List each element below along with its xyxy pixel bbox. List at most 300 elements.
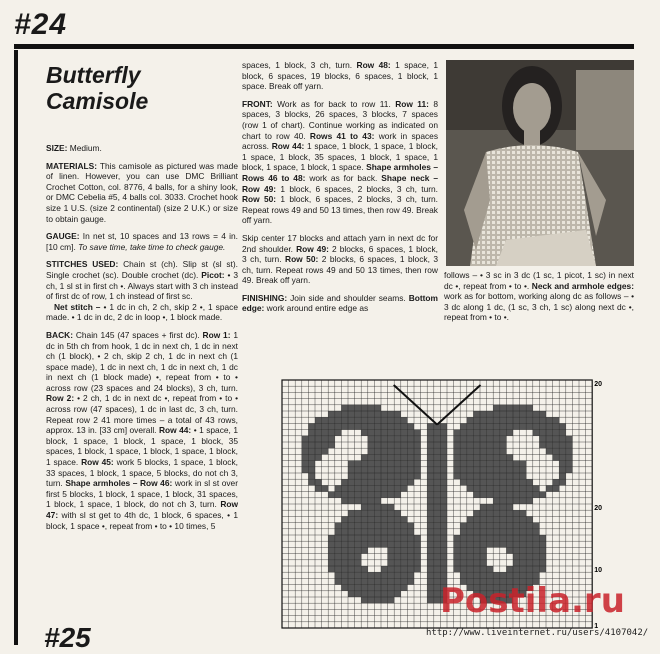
chart-filled-cell: [454, 454, 461, 460]
chart-filled-cell: [427, 423, 434, 429]
chart-filled-cell: [427, 566, 434, 572]
chart-filled-cell: [526, 523, 533, 529]
chart-filled-cell: [533, 492, 540, 498]
chart-filled-cell: [506, 485, 513, 491]
chart-filled-cell: [480, 529, 487, 535]
chart-filled-cell: [487, 479, 494, 485]
chart-filled-cell: [328, 430, 335, 436]
chart-filled-cell: [374, 510, 381, 516]
chart-filled-cell: [434, 535, 441, 541]
chart-filled-cell: [473, 473, 480, 479]
chart-filled-cell: [460, 423, 467, 429]
chart-filled-cell: [500, 448, 507, 454]
chart-filled-cell: [467, 560, 474, 566]
front-armholes-text: work as for back.: [309, 172, 378, 183]
row50b-label: Row 50:: [285, 254, 319, 265]
chart-filled-cell: [355, 554, 362, 560]
chart-filled-cell: [520, 417, 527, 423]
chart-filled-cell: [361, 430, 368, 436]
chart-filled-cell: [407, 547, 414, 553]
chart-filled-cell: [539, 436, 546, 442]
chart-filled-cell: [374, 523, 381, 529]
chart-filled-cell: [368, 541, 375, 547]
chart-filled-cell: [520, 554, 527, 560]
chart-filled-cell: [506, 492, 513, 498]
chart-filled-cell: [381, 566, 388, 572]
chart-filled-cell: [368, 535, 375, 541]
chart-filled-cell: [374, 541, 381, 547]
chart-filled-cell: [341, 498, 348, 504]
chart-filled-cell: [355, 479, 362, 485]
chart-filled-cell: [493, 572, 500, 578]
chart-filled-cell: [361, 535, 368, 541]
chart-filled-cell: [308, 461, 315, 467]
chart-filled-cell: [559, 454, 566, 460]
chart-filled-cell: [440, 529, 447, 535]
chart-filled-cell: [355, 461, 362, 467]
chart-filled-cell: [414, 442, 421, 448]
chart-filled-cell: [374, 454, 381, 460]
chart-filled-cell: [493, 541, 500, 547]
chart-filled-cell: [414, 454, 421, 460]
chart-filled-cell: [434, 572, 441, 578]
chart-filled-cell: [506, 541, 513, 547]
chart-filled-cell: [493, 529, 500, 535]
chart-filled-cell: [394, 479, 401, 485]
front-row44-label: Row 44:: [271, 141, 305, 152]
chart-filled-cell: [533, 417, 540, 423]
chart-filled-cell: [513, 529, 520, 535]
row48-text: 1 space, 1 block, 6 spaces, 19 blocks, 6 spaces, 1 block, 1 space. Break off yarn.: [242, 60, 438, 92]
chart-filled-cell: [414, 430, 421, 436]
chart-filled-cell: [500, 423, 507, 429]
stitches-paragraph: [46, 259, 238, 323]
chart-filled-cell: [427, 554, 434, 560]
chart-filled-cell: [467, 541, 474, 547]
back-paragraph: [46, 330, 238, 531]
chart-filled-cell: [401, 516, 408, 522]
chart-filled-cell: [454, 467, 461, 473]
chart-filled-cell: [553, 448, 560, 454]
chart-filled-cell: [440, 541, 447, 547]
chart-filled-cell: [355, 411, 362, 417]
size-paragraph: [46, 143, 238, 154]
chart-filled-cell: [480, 554, 487, 560]
chart-filled-cell: [460, 442, 467, 448]
chart-filled-cell: [506, 423, 513, 429]
chart-filled-cell: [434, 467, 441, 473]
chart-filled-cell: [460, 535, 467, 541]
chart-filled-cell: [500, 473, 507, 479]
chart-filled-cell: [460, 461, 467, 467]
chart-filled-cell: [381, 535, 388, 541]
chart-filled-cell: [427, 498, 434, 504]
chart-filled-cell: [539, 547, 546, 553]
chart-filled-cell: [513, 473, 520, 479]
size-text: Medium.: [69, 143, 102, 153]
chart-filled-cell: [553, 454, 560, 460]
chart-filled-cell: [473, 454, 480, 460]
chart-filled-cell: [394, 566, 401, 572]
chart-filled-cell: [467, 535, 474, 541]
chart-filled-cell: [506, 504, 513, 510]
back-armholes-label: Shape armholes – Row 46:: [65, 478, 173, 489]
chart-filled-cell: [322, 436, 329, 442]
chart-filled-cell: [513, 541, 520, 547]
row48-label: Row 48:: [356, 60, 391, 70]
follows-text: follows – • 3 sc in 3 dc (1 sc, 1 picot, 1 sc) in next dc •, repeat from • to •.: [444, 270, 634, 291]
chart-filled-cell: [493, 430, 500, 436]
chart-filled-cell: [374, 492, 381, 498]
back-row46: work in sl st over first 5 blocks, 1 block, 1 space, 1 block, 31 spaces, 1 block, 1 space, 1 block, do not ch 3, turn.: [46, 478, 239, 510]
chart-filled-cell: [381, 430, 388, 436]
chart-filled-cell: [302, 467, 309, 473]
chart-filled-cell: [493, 405, 500, 411]
chart-filled-cell: [454, 436, 461, 442]
chart-filled-cell: [348, 479, 355, 485]
chart-filled-cell: [440, 554, 447, 560]
chart-filled-cell: [368, 585, 375, 591]
chart-filled-cell: [467, 461, 474, 467]
chart-filled-cell: [394, 448, 401, 454]
chart-filled-cell: [335, 417, 342, 423]
chart-filled-cell: [348, 467, 355, 473]
chart-filled-cell: [341, 411, 348, 417]
chart-filled-cell: [427, 479, 434, 485]
chart-filled-cell: [566, 448, 573, 454]
chart-filled-cell: [368, 448, 375, 454]
chart-filled-cell: [473, 529, 480, 535]
chart-filled-cell: [520, 529, 527, 535]
chart-filled-cell: [520, 541, 527, 547]
chart-filled-cell: [520, 547, 527, 553]
chart-filled-cell: [473, 554, 480, 560]
chart-filled-cell: [513, 492, 520, 498]
chart-filled-cell: [368, 572, 375, 578]
chart-filled-cell: [368, 492, 375, 498]
chart-filled-cell: [559, 448, 566, 454]
chart-filled-cell: [559, 467, 566, 473]
chart-filled-cell: [553, 417, 560, 423]
chart-filled-cell: [381, 578, 388, 584]
chart-filled-cell: [374, 448, 381, 454]
chart-filled-cell: [480, 467, 487, 473]
chart-filled-cell: [414, 473, 421, 479]
chart-filled-cell: [381, 529, 388, 535]
chart-filled-cell: [487, 504, 494, 510]
chart-filled-cell: [493, 454, 500, 460]
chart-filled-cell: [374, 529, 381, 535]
chart-filled-cell: [388, 473, 395, 479]
chart-filled-cell: [487, 510, 494, 516]
chart-filled-cell: [401, 479, 408, 485]
chart-filled-cell: [500, 516, 507, 522]
chart-filled-cell: [553, 485, 560, 491]
chart-filled-cell: [513, 423, 520, 429]
chart-filled-cell: [513, 535, 520, 541]
chart-filled-cell: [407, 535, 414, 541]
chart-filled-cell: [414, 554, 421, 560]
chart-filled-cell: [381, 510, 388, 516]
chart-filled-cell: [368, 504, 375, 510]
chart-filled-cell: [460, 430, 467, 436]
chart-filled-cell: [513, 572, 520, 578]
chart-filled-cell: [381, 473, 388, 479]
chart-filled-cell: [526, 492, 533, 498]
chart-filled-cell: [513, 479, 520, 485]
chart-filled-cell: [493, 417, 500, 423]
chart-filled-cell: [500, 436, 507, 442]
chart-filled-cell: [513, 516, 520, 522]
chart-filled-cell: [460, 541, 467, 547]
chart-filled-cell: [500, 467, 507, 473]
chart-filled-cell: [493, 504, 500, 510]
chart-filled-cell: [566, 461, 573, 467]
chart-filled-cell: [526, 572, 533, 578]
chart-filled-cell: [506, 572, 513, 578]
chart-filled-cell: [533, 485, 540, 491]
chart-filled-cell: [487, 535, 494, 541]
chart-filled-cell: [394, 442, 401, 448]
chart-filled-cell: [355, 492, 362, 498]
chart-filled-cell: [434, 436, 441, 442]
chart-filled-cell: [355, 535, 362, 541]
chart-filled-cell: [520, 516, 527, 522]
chart-filled-cell: [467, 417, 474, 423]
chart-filled-cell: [335, 566, 342, 572]
front-armholes-label: Shape armholes – Rows 46 to 48:: [242, 162, 439, 183]
chart-filled-cell: [414, 448, 421, 454]
chart-filled-cell: [368, 473, 375, 479]
chart-filled-cell: [526, 405, 533, 411]
title-line-1: Butterfly: [46, 62, 141, 88]
pattern-number: #24: [14, 8, 68, 41]
chart-filled-cell: [348, 492, 355, 498]
chart-filled-cell: [361, 597, 368, 603]
rows41-text: work in spaces across.: [242, 130, 439, 152]
chart-filled-cell: [401, 529, 408, 535]
chart-filled-cell: [467, 436, 474, 442]
materials-paragraph: [46, 161, 238, 225]
chart-filled-cell: [341, 492, 348, 498]
source-url[interactable]: http://www.liveinternet.ru/users/4107042/: [426, 628, 649, 638]
chart-filled-cell: [341, 566, 348, 572]
chart-filled-cell: [487, 411, 494, 417]
chart-filled-cell: [493, 442, 500, 448]
chart-filled-cell: [315, 448, 322, 454]
chart-filled-cell: [473, 510, 480, 516]
chart-filled-cell: [559, 436, 566, 442]
chart-filled-cell: [500, 411, 507, 417]
chart-filled-cell: [361, 572, 368, 578]
chart-filled-cell: [388, 560, 395, 566]
chart-filled-cell: [480, 523, 487, 529]
chart-filled-cell: [388, 492, 395, 498]
chart-filled-cell: [520, 560, 527, 566]
chart-filled-cell: [539, 492, 546, 498]
chart-filled-cell: [368, 417, 375, 423]
chart-filled-cell: [440, 430, 447, 436]
chart-filled-cell: [401, 535, 408, 541]
chart-filled-cell: [388, 510, 395, 516]
row49b-text: 2 blocks, 6 spaces, 1 block, 3 ch, turn.: [242, 243, 439, 265]
chart-filled-cell: [427, 467, 434, 473]
chart-filled-cell: [434, 479, 441, 485]
chart-filled-cell: [467, 479, 474, 485]
chart-filled-cell: [361, 547, 368, 553]
chart-filled-cell: [328, 560, 335, 566]
chart-filled-cell: [506, 523, 513, 529]
chart-filled-cell: [454, 473, 461, 479]
chart-filled-cell: [493, 467, 500, 473]
chart-filled-cell: [454, 554, 461, 560]
chart-filled-cell: [487, 516, 494, 522]
chart-filled-cell: [559, 473, 566, 479]
picot-text: • 3 ch, 1 sl st in first ch •. Always start with 3 ch instead of first dc of row, 1 ch instead of first sc.: [46, 269, 238, 302]
chart-filled-cell: [315, 442, 322, 448]
chart-filled-cell: [388, 591, 395, 597]
chart-filled-cell: [308, 436, 315, 442]
chart-filled-cell: [546, 417, 553, 423]
chart-filled-cell: [361, 585, 368, 591]
chart-row-label: 10: [594, 567, 602, 575]
chart-filled-cell: [539, 411, 546, 417]
chart-filled-cell: [368, 411, 375, 417]
chart-filled-cell: [335, 529, 342, 535]
chart-filled-cell: [480, 504, 487, 510]
chart-filled-cell: [487, 566, 494, 572]
chart-filled-cell: [440, 442, 447, 448]
chart-filled-cell: [335, 492, 342, 498]
chart-filled-cell: [368, 578, 375, 584]
chart-filled-cell: [348, 585, 355, 591]
chart-filled-cell: [480, 423, 487, 429]
chart-filled-cell: [460, 479, 467, 485]
chart-filled-cell: [388, 597, 395, 603]
chart-filled-cell: [473, 461, 480, 467]
chart-filled-cell: [341, 485, 348, 491]
chart-filled-cell: [500, 485, 507, 491]
chart-filled-cell: [407, 423, 414, 429]
chart-filled-cell: [361, 485, 368, 491]
chart-row-label: 20: [594, 381, 602, 389]
chart-filled-cell: [381, 423, 388, 429]
chart-filled-cell: [355, 510, 362, 516]
model-photo-illustration: [446, 60, 634, 266]
chart-filled-cell: [355, 485, 362, 491]
chart-filled-cell: [467, 572, 474, 578]
chart-filled-cell: [388, 516, 395, 522]
chart-filled-cell: [407, 578, 414, 584]
chart-filled-cell: [506, 430, 513, 436]
chart-filled-cell: [335, 430, 342, 436]
chart-filled-cell: [381, 467, 388, 473]
chart-filled-cell: [480, 461, 487, 467]
chart-filled-cell: [388, 442, 395, 448]
chart-filled-cell: [427, 597, 434, 603]
chart-filled-cell: [473, 467, 480, 473]
row11-text: 8 spaces, 3 blocks, 26 spaces, 3 blocks, 7 spaces (row 1 of chart). Continue working as indicated on chart to row 40.: [242, 98, 439, 141]
chart-filled-cell: [506, 405, 513, 411]
chart-filled-cell: [434, 448, 441, 454]
chart-filled-cell: [546, 442, 553, 448]
chart-filled-cell: [493, 436, 500, 442]
chart-filled-cell: [520, 498, 527, 504]
chart-filled-cell: [480, 535, 487, 541]
chart-filled-cell: [440, 454, 447, 460]
chart-filled-cell: [394, 547, 401, 553]
chart-filled-cell: [374, 436, 381, 442]
chart-filled-cell: [487, 523, 494, 529]
watermark-logo: [440, 580, 640, 629]
chart-filled-cell: [440, 523, 447, 529]
chart-filled-cell: [328, 554, 335, 560]
chart-filled-cell: [355, 405, 362, 411]
chart-filled-cell: [434, 461, 441, 467]
chart-filled-cell: [374, 572, 381, 578]
chart-filled-cell: [368, 485, 375, 491]
chart-filled-cell: [553, 430, 560, 436]
chart-filled-cell: [487, 436, 494, 442]
chart-filled-cell: [388, 485, 395, 491]
chart-filled-cell: [335, 560, 342, 566]
finishing-text: Join side and shoulder seams.: [290, 292, 406, 303]
chart-filled-cell: [427, 448, 434, 454]
chart-filled-cell: [520, 523, 527, 529]
chart-filled-cell: [374, 516, 381, 522]
chart-filled-cell: [440, 448, 447, 454]
chart-filled-cell: [526, 566, 533, 572]
chart-filled-cell: [427, 578, 434, 584]
chart-filled-cell: [533, 529, 540, 535]
chart-filled-cell: [355, 529, 362, 535]
chart-filled-cell: [513, 461, 520, 467]
chart-filled-cell: [480, 547, 487, 553]
chart-filled-cell: [533, 560, 540, 566]
chart-filled-cell: [520, 423, 527, 429]
chart-filled-cell: [493, 411, 500, 417]
chart-filled-cell: [414, 436, 421, 442]
chart-filled-cell: [388, 461, 395, 467]
chart-filled-cell: [520, 572, 527, 578]
chart-filled-cell: [467, 516, 474, 522]
chart-filled-cell: [401, 585, 408, 591]
chart-filled-cell: [341, 547, 348, 553]
chart-filled-cell: [407, 541, 414, 547]
chart-filled-cell: [533, 541, 540, 547]
chart-filled-cell: [374, 479, 381, 485]
chart-filled-cell: [335, 423, 342, 429]
chart-filled-cell: [480, 417, 487, 423]
chart-filled-cell: [381, 461, 388, 467]
chart-filled-cell: [520, 510, 527, 516]
chart-filled-cell: [407, 467, 414, 473]
chart-filled-cell: [434, 529, 441, 535]
chart-filled-cell: [361, 541, 368, 547]
neck-edges-label: Neck and armhole edges:: [531, 280, 634, 291]
chart-filled-cell: [328, 566, 335, 572]
chart-filled-cell: [361, 578, 368, 584]
chart-filled-cell: [440, 535, 447, 541]
chart-filled-cell: [440, 504, 447, 510]
chart-filled-cell: [381, 411, 388, 417]
chart-filled-cell: [302, 454, 309, 460]
chart-filled-cell: [407, 529, 414, 535]
chart-filled-cell: [394, 417, 401, 423]
chart-filled-cell: [440, 566, 447, 572]
chart-filled-cell: [328, 423, 335, 429]
chart-filled-cell: [480, 566, 487, 572]
